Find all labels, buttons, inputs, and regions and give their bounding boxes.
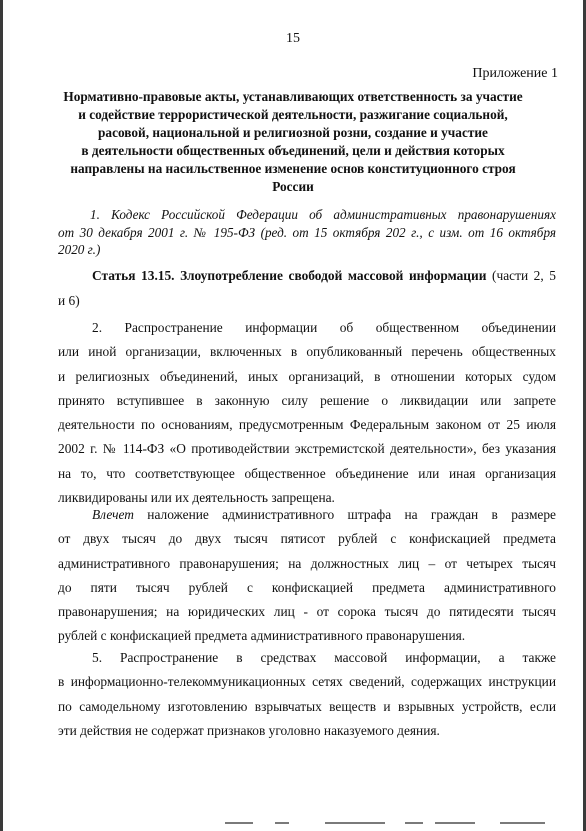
- paragraph-line: эти действия не содержат признаков уголовно наказуемого деяния.: [58, 722, 440, 738]
- penalty-paragraph: [58, 503, 556, 649]
- penalty-line: от двух тысяч до двух тысяч пятисот рублей с конфискацией предмета: [58, 531, 556, 547]
- article-title: Статья 13.15. Злоупотребление свободой массовой информации: [92, 268, 487, 283]
- paragraph-line: 5. Распространение в средствах массовой информации, а также: [92, 650, 556, 665]
- paragraph-5: [58, 646, 556, 743]
- article-heading-line: [58, 264, 556, 289]
- penalty-line: до пяти тысяч рублей с конфискацией предмета административного: [58, 579, 556, 595]
- penalty-line-rest: наложение административного штрафа на граждан в размере: [133, 507, 556, 522]
- paragraph-line: по самодельному изготовлению взрывчатых веществ и взрывных устройств, если: [58, 698, 556, 714]
- title-line: расовой, национальной и религиозной розни, создание и участие: [98, 125, 488, 140]
- penalty-line: правонарушения; на юридических лиц - от сорока тысяч до пятидесяти тысяч: [58, 604, 556, 620]
- paragraph-line: или иной организации, включенных в опубликованный перечень общественных: [58, 344, 556, 360]
- penalty-line: рублей с конфискацией предмета административного правонарушения.: [58, 628, 466, 644]
- title-line: направлены на насильственное изменение основ конституционного строя: [70, 161, 516, 176]
- title-line: Нормативно-правовые акты, устанавливающих ответственность за участие: [63, 89, 523, 104]
- paragraph-2: [58, 316, 556, 510]
- penalty-line: [58, 503, 556, 527]
- penalty-line: административного правонарушения; на должностных лиц – от четырех тысяч: [58, 555, 556, 571]
- scan-artifact: [225, 822, 555, 825]
- appendix-label: Приложение 1: [472, 66, 558, 81]
- article-heading-line: и 6): [58, 292, 80, 308]
- paragraph-line: 2. Распространение информации об общественном объединении: [92, 320, 556, 335]
- paragraph-line: в информационно-телекоммуникационных сетях сведений, содержащих инструкции: [58, 674, 556, 690]
- article-heading: [58, 264, 556, 313]
- page-left-border: [0, 0, 3, 831]
- paragraph-line: 2002 г. № 114-ФЗ «О противодействии экстремистской деятельности», без указания: [58, 441, 556, 457]
- source-line: 1. Кодекс Российской Федерации об административных правонарушениях: [90, 207, 556, 222]
- paragraph-line: принято вступившее в законную силу решение о ликвидации или запрете: [58, 392, 556, 408]
- penalty-lead-word: Влечет: [92, 507, 134, 522]
- paragraph-line: и религиозных объединений, иных организаций, в отношении которых судом: [58, 368, 556, 384]
- paragraph-line: ликвидированы или их деятельность запрещена.: [58, 490, 335, 506]
- article-parts: (части 2, 5: [486, 268, 556, 283]
- source-line: 2020 г.): [58, 242, 101, 257]
- title-line: и содействие террористической деятельности, разжигание социальной,: [78, 107, 508, 122]
- title-line: России: [272, 179, 314, 194]
- document-title: [40, 88, 546, 196]
- paragraph-line: на то, что соответствующее общественное объединение или иная организация: [58, 465, 556, 481]
- title-line: в деятельности общественных объединений, цели и действия которых: [81, 143, 505, 158]
- paragraph-line: деятельности по основаниям, предусмотренным Федеральным законом от 25 июля: [58, 417, 556, 433]
- source-line: от 30 декабря 2001 г. № 195-ФЗ (ред. от 15 октября 202 г., с изм. от 16 октября: [58, 224, 556, 240]
- page-number: 15: [286, 31, 300, 46]
- source-reference: [58, 206, 556, 259]
